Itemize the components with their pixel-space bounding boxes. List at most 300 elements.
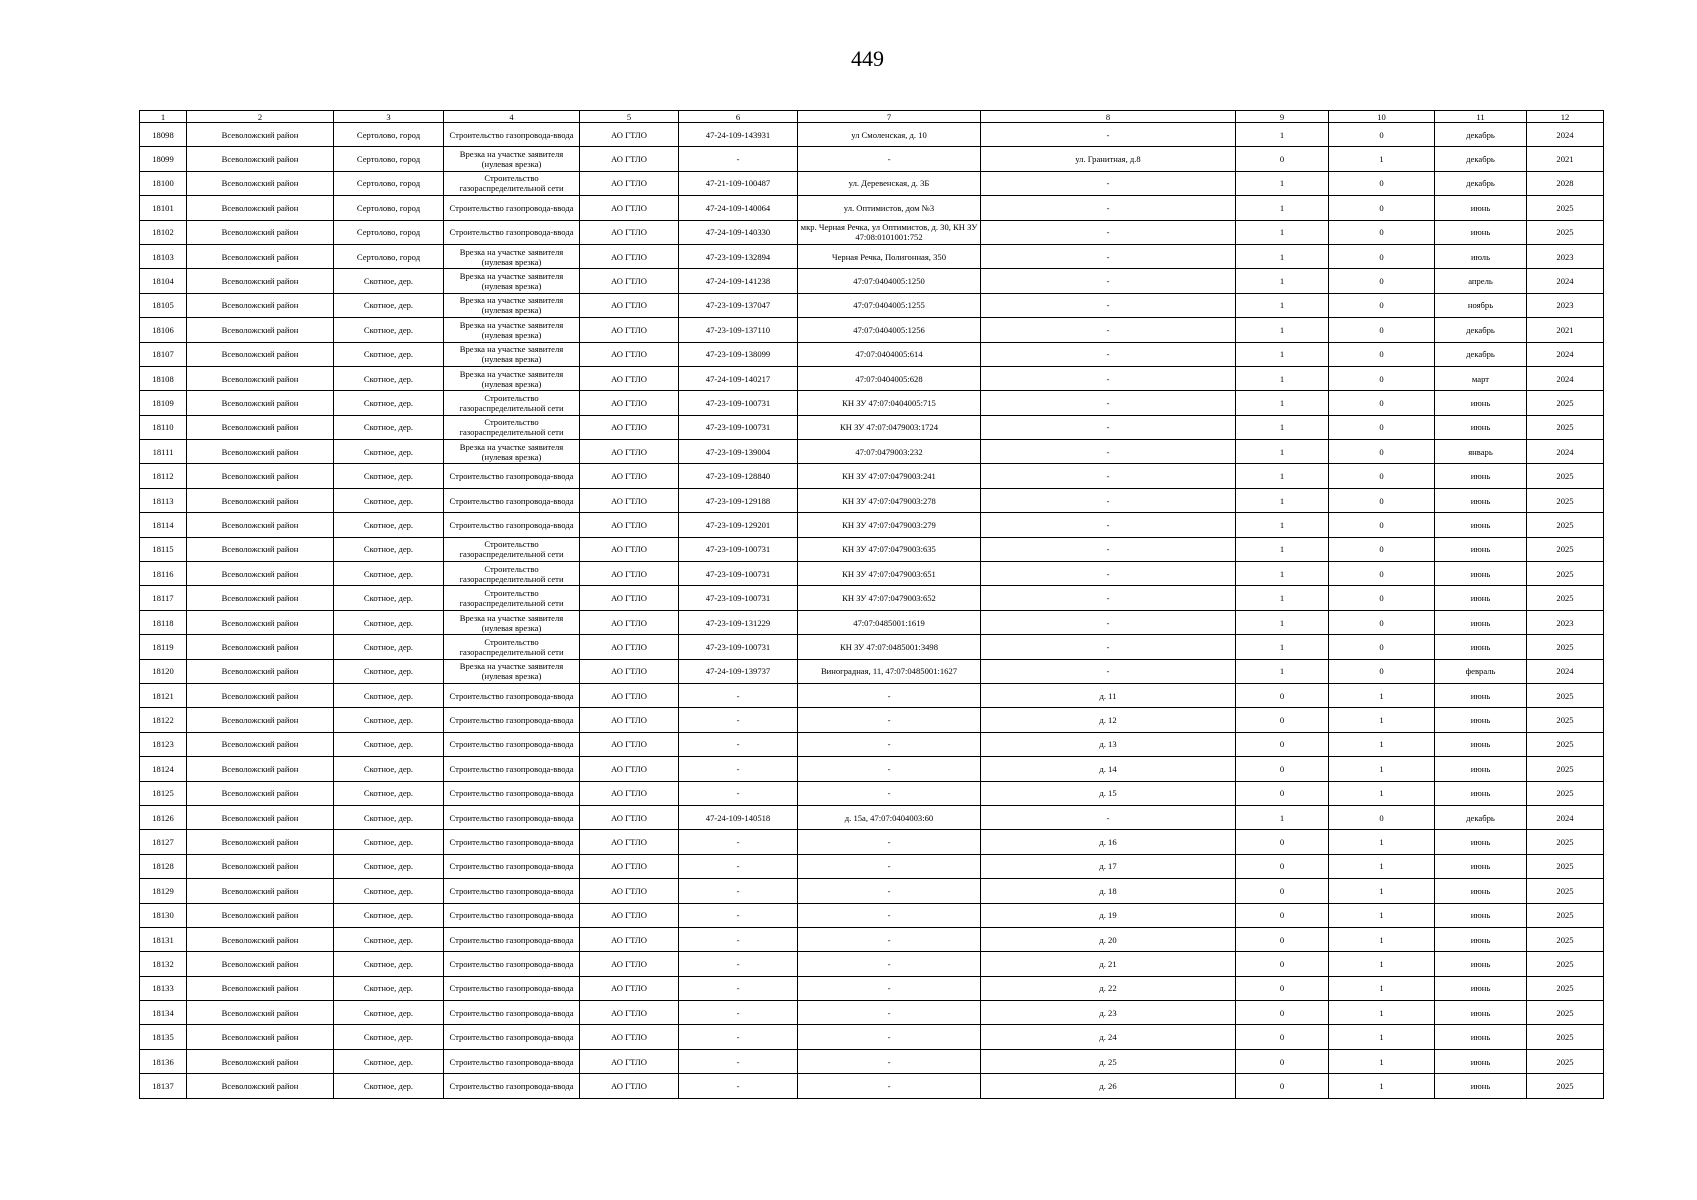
- table-row: [140, 488, 1604, 512]
- address-cell: -: [798, 976, 981, 1000]
- count-a-cell: 0: [1236, 854, 1329, 878]
- record-number-cell: 18102: [140, 220, 187, 244]
- work-type-cell: Врезка на участке заявителя (нулевая врезка): [444, 659, 580, 683]
- work-type-cell: Строительство газопровода-ввода: [444, 220, 580, 244]
- table-row: [140, 269, 1604, 293]
- record-number-cell: 18114: [140, 513, 187, 537]
- column-number-header: 4: [444, 111, 580, 123]
- month-cell: июнь: [1435, 976, 1527, 1000]
- record-number-cell: 18132: [140, 952, 187, 976]
- house-cell: -: [981, 391, 1236, 415]
- application-number-cell: 47-23-109-100731: [679, 586, 798, 610]
- count-a-cell: 1: [1236, 537, 1329, 561]
- count-a-cell: 1: [1236, 635, 1329, 659]
- organization-cell: АО ГТЛО: [580, 220, 679, 244]
- organization-cell: АО ГТЛО: [580, 440, 679, 464]
- count-a-cell: 0: [1236, 781, 1329, 805]
- application-number-cell: 47-24-109-141238: [679, 269, 798, 293]
- organization-cell: АО ГТЛО: [580, 927, 679, 951]
- house-cell: д. 18: [981, 879, 1236, 903]
- address-cell: ул Смоленская, д. 10: [798, 123, 981, 147]
- record-number-cell: 18128: [140, 854, 187, 878]
- locality-cell: Скотное, дер.: [334, 659, 444, 683]
- work-type-cell: Врезка на участке заявителя (нулевая врезка): [444, 269, 580, 293]
- table-row: [140, 732, 1604, 756]
- table-row: [140, 366, 1604, 390]
- application-number-cell: 47-24-109-143931: [679, 123, 798, 147]
- organization-cell: АО ГТЛО: [580, 1049, 679, 1073]
- count-b-cell: 0: [1329, 366, 1435, 390]
- application-number-cell: 47-23-109-131229: [679, 610, 798, 634]
- application-number-cell: -: [679, 976, 798, 1000]
- count-b-cell: 0: [1329, 610, 1435, 634]
- count-b-cell: 1: [1329, 708, 1435, 732]
- table-row: [140, 562, 1604, 586]
- month-cell: июнь: [1435, 830, 1527, 854]
- house-cell: -: [981, 488, 1236, 512]
- count-a-cell: 0: [1236, 757, 1329, 781]
- year-cell: 2024: [1527, 366, 1604, 390]
- count-a-cell: 1: [1236, 464, 1329, 488]
- work-type-cell: Строительство газораспределительной сети: [444, 171, 580, 195]
- application-number-cell: -: [679, 952, 798, 976]
- column-number-header: 10: [1329, 111, 1435, 123]
- application-number-cell: -: [679, 1074, 798, 1098]
- table-row: [140, 123, 1604, 147]
- application-number-cell: -: [679, 903, 798, 927]
- organization-cell: АО ГТЛО: [580, 854, 679, 878]
- year-cell: 2025: [1527, 1001, 1604, 1025]
- district-cell: Всеволожский район: [187, 732, 334, 756]
- address-cell: КН ЗУ 47:07:0404005:715: [798, 391, 981, 415]
- district-cell: Всеволожский район: [187, 537, 334, 561]
- year-cell: 2025: [1527, 464, 1604, 488]
- column-number-header: 11: [1435, 111, 1527, 123]
- count-b-cell: 1: [1329, 147, 1435, 171]
- application-number-cell: 47-24-109-140217: [679, 366, 798, 390]
- organization-cell: АО ГТЛО: [580, 391, 679, 415]
- record-number-cell: 18129: [140, 879, 187, 903]
- month-cell: июль: [1435, 244, 1527, 268]
- year-cell: 2024: [1527, 342, 1604, 366]
- organization-cell: АО ГТЛО: [580, 732, 679, 756]
- house-cell: -: [981, 342, 1236, 366]
- record-number-cell: 18123: [140, 732, 187, 756]
- application-number-cell: 47-24-109-140330: [679, 220, 798, 244]
- address-cell: -: [798, 879, 981, 903]
- work-type-cell: Строительство газопровода-ввода: [444, 757, 580, 781]
- locality-cell: Сертолово, город: [334, 220, 444, 244]
- month-cell: июнь: [1435, 635, 1527, 659]
- organization-cell: АО ГТЛО: [580, 342, 679, 366]
- record-number-cell: 18116: [140, 562, 187, 586]
- record-number-cell: 18103: [140, 244, 187, 268]
- count-a-cell: 0: [1236, 903, 1329, 927]
- house-cell: -: [981, 318, 1236, 342]
- house-cell: -: [981, 537, 1236, 561]
- organization-cell: АО ГТЛО: [580, 610, 679, 634]
- count-a-cell: 0: [1236, 147, 1329, 171]
- table-row: [140, 757, 1604, 781]
- application-number-cell: -: [679, 732, 798, 756]
- organization-cell: АО ГТЛО: [580, 488, 679, 512]
- table-row: [140, 196, 1604, 220]
- year-cell: 2025: [1527, 781, 1604, 805]
- address-cell: КН ЗУ 47:07:0479003:241: [798, 464, 981, 488]
- house-cell: -: [981, 635, 1236, 659]
- district-cell: Всеволожский район: [187, 757, 334, 781]
- record-number-cell: 18107: [140, 342, 187, 366]
- application-number-cell: 47-23-109-100731: [679, 415, 798, 439]
- record-number-cell: 18120: [140, 659, 187, 683]
- locality-cell: Скотное, дер.: [334, 342, 444, 366]
- table-row: [140, 854, 1604, 878]
- month-cell: декабрь: [1435, 318, 1527, 342]
- count-b-cell: 1: [1329, 1025, 1435, 1049]
- district-cell: Всеволожский район: [187, 391, 334, 415]
- month-cell: июнь: [1435, 732, 1527, 756]
- count-b-cell: 0: [1329, 171, 1435, 195]
- application-number-cell: -: [679, 927, 798, 951]
- address-cell: -: [798, 1074, 981, 1098]
- address-cell: 47:07:0404005:1256: [798, 318, 981, 342]
- organization-cell: АО ГТЛО: [580, 513, 679, 537]
- application-number-cell: -: [679, 757, 798, 781]
- house-cell: -: [981, 269, 1236, 293]
- year-cell: 2025: [1527, 220, 1604, 244]
- year-cell: 2025: [1527, 1049, 1604, 1073]
- district-cell: Всеволожский район: [187, 635, 334, 659]
- record-number-cell: 18130: [140, 903, 187, 927]
- month-cell: февраль: [1435, 659, 1527, 683]
- count-a-cell: 1: [1236, 318, 1329, 342]
- year-cell: 2025: [1527, 952, 1604, 976]
- count-a-cell: 1: [1236, 196, 1329, 220]
- locality-cell: Скотное, дер.: [334, 488, 444, 512]
- application-number-cell: 47-23-109-137110: [679, 318, 798, 342]
- count-a-cell: 0: [1236, 927, 1329, 951]
- locality-cell: Сертолово, город: [334, 147, 444, 171]
- year-cell: 2025: [1527, 854, 1604, 878]
- month-cell: июнь: [1435, 854, 1527, 878]
- record-number-cell: 18124: [140, 757, 187, 781]
- year-cell: 2025: [1527, 732, 1604, 756]
- record-number-cell: 18131: [140, 927, 187, 951]
- table-row: [140, 805, 1604, 829]
- count-b-cell: 0: [1329, 318, 1435, 342]
- table-row: [140, 1025, 1604, 1049]
- district-cell: Всеволожский район: [187, 366, 334, 390]
- house-cell: д. 11: [981, 683, 1236, 707]
- work-type-cell: Строительство газопровода-ввода: [444, 1049, 580, 1073]
- house-cell: д. 22: [981, 976, 1236, 1000]
- work-type-cell: Строительство газопровода-ввода: [444, 1025, 580, 1049]
- work-type-cell: Строительство газораспределительной сети: [444, 586, 580, 610]
- work-type-cell: Строительство газораспределительной сети: [444, 391, 580, 415]
- work-type-cell: Строительство газопровода-ввода: [444, 708, 580, 732]
- month-cell: январь: [1435, 440, 1527, 464]
- month-cell: июнь: [1435, 488, 1527, 512]
- month-cell: июнь: [1435, 586, 1527, 610]
- month-cell: июнь: [1435, 537, 1527, 561]
- count-a-cell: 1: [1236, 488, 1329, 512]
- year-cell: 2025: [1527, 513, 1604, 537]
- year-cell: 2025: [1527, 1074, 1604, 1098]
- count-a-cell: 1: [1236, 415, 1329, 439]
- year-cell: 2024: [1527, 659, 1604, 683]
- count-b-cell: 1: [1329, 952, 1435, 976]
- application-number-cell: 47-23-109-137047: [679, 293, 798, 317]
- table-row: [140, 513, 1604, 537]
- work-type-cell: Строительство газопровода-ввода: [444, 683, 580, 707]
- address-cell: -: [798, 708, 981, 732]
- application-number-cell: 47-23-109-128840: [679, 464, 798, 488]
- organization-cell: АО ГТЛО: [580, 952, 679, 976]
- house-cell: -: [981, 659, 1236, 683]
- record-number-cell: 18119: [140, 635, 187, 659]
- district-cell: Всеволожский район: [187, 244, 334, 268]
- month-cell: июнь: [1435, 610, 1527, 634]
- work-type-cell: Врезка на участке заявителя (нулевая врезка): [444, 293, 580, 317]
- column-number-header: 6: [679, 111, 798, 123]
- address-cell: -: [798, 1049, 981, 1073]
- locality-cell: Скотное, дер.: [334, 1025, 444, 1049]
- count-b-cell: 0: [1329, 269, 1435, 293]
- district-cell: Всеволожский район: [187, 879, 334, 903]
- count-a-cell: 1: [1236, 440, 1329, 464]
- house-cell: -: [981, 586, 1236, 610]
- count-b-cell: 0: [1329, 464, 1435, 488]
- district-cell: Всеволожский район: [187, 415, 334, 439]
- organization-cell: АО ГТЛО: [580, 318, 679, 342]
- month-cell: декабрь: [1435, 123, 1527, 147]
- month-cell: декабрь: [1435, 147, 1527, 171]
- house-cell: д. 19: [981, 903, 1236, 927]
- organization-cell: АО ГТЛО: [580, 1001, 679, 1025]
- year-cell: 2021: [1527, 147, 1604, 171]
- application-number-cell: -: [679, 1025, 798, 1049]
- column-number-header: 7: [798, 111, 981, 123]
- district-cell: Всеволожский район: [187, 318, 334, 342]
- organization-cell: АО ГТЛО: [580, 269, 679, 293]
- house-cell: -: [981, 123, 1236, 147]
- locality-cell: Сертолово, город: [334, 196, 444, 220]
- count-a-cell: 1: [1236, 171, 1329, 195]
- table-row: [140, 415, 1604, 439]
- locality-cell: Скотное, дер.: [334, 757, 444, 781]
- district-cell: Всеволожский район: [187, 830, 334, 854]
- district-cell: Всеволожский район: [187, 976, 334, 1000]
- work-type-cell: Строительство газопровода-ввода: [444, 196, 580, 220]
- table-row: [140, 171, 1604, 195]
- district-cell: Всеволожский район: [187, 488, 334, 512]
- month-cell: июнь: [1435, 562, 1527, 586]
- count-a-cell: 1: [1236, 123, 1329, 147]
- house-cell: -: [981, 171, 1236, 195]
- table-row: [140, 147, 1604, 171]
- count-b-cell: 0: [1329, 537, 1435, 561]
- locality-cell: Скотное, дер.: [334, 562, 444, 586]
- application-number-cell: 47-23-109-100731: [679, 391, 798, 415]
- year-cell: 2025: [1527, 976, 1604, 1000]
- house-cell: д. 21: [981, 952, 1236, 976]
- month-cell: июнь: [1435, 1074, 1527, 1098]
- count-b-cell: 1: [1329, 781, 1435, 805]
- month-cell: ноябрь: [1435, 293, 1527, 317]
- count-a-cell: 1: [1236, 342, 1329, 366]
- address-cell: КН ЗУ 47:07:0479003:635: [798, 537, 981, 561]
- organization-cell: АО ГТЛО: [580, 708, 679, 732]
- page-number: 449: [851, 46, 884, 71]
- column-number-header: 5: [580, 111, 679, 123]
- column-number-header: 9: [1236, 111, 1329, 123]
- table-body: [140, 123, 1604, 1099]
- application-number-cell: 47-23-109-129201: [679, 513, 798, 537]
- record-number-cell: 18111: [140, 440, 187, 464]
- record-number-cell: 18109: [140, 391, 187, 415]
- address-cell: 47:07:0479003:232: [798, 440, 981, 464]
- address-cell: КН ЗУ 47:07:0479003:278: [798, 488, 981, 512]
- year-cell: 2023: [1527, 244, 1604, 268]
- year-cell: 2025: [1527, 1025, 1604, 1049]
- organization-cell: АО ГТЛО: [580, 244, 679, 268]
- organization-cell: АО ГТЛО: [580, 781, 679, 805]
- column-number-header: 3: [334, 111, 444, 123]
- record-number-cell: 18115: [140, 537, 187, 561]
- count-b-cell: 0: [1329, 293, 1435, 317]
- locality-cell: Скотное, дер.: [334, 391, 444, 415]
- application-number-cell: 47-23-109-100731: [679, 537, 798, 561]
- application-number-cell: -: [679, 879, 798, 903]
- address-cell: КН ЗУ 47:07:0479003:1724: [798, 415, 981, 439]
- table-row: [140, 830, 1604, 854]
- locality-cell: Скотное, дер.: [334, 513, 444, 537]
- record-number-cell: 18101: [140, 196, 187, 220]
- count-b-cell: 0: [1329, 659, 1435, 683]
- count-a-cell: 1: [1236, 562, 1329, 586]
- organization-cell: АО ГТЛО: [580, 903, 679, 927]
- count-b-cell: 0: [1329, 415, 1435, 439]
- address-cell: Виноградная, 11, 47:07:0485001:1627: [798, 659, 981, 683]
- district-cell: Всеволожский район: [187, 562, 334, 586]
- locality-cell: Скотное, дер.: [334, 781, 444, 805]
- record-number-cell: 18127: [140, 830, 187, 854]
- house-cell: д. 25: [981, 1049, 1236, 1073]
- count-a-cell: 0: [1236, 1001, 1329, 1025]
- locality-cell: Скотное, дер.: [334, 1074, 444, 1098]
- organization-cell: АО ГТЛО: [580, 464, 679, 488]
- count-a-cell: 1: [1236, 269, 1329, 293]
- record-number-cell: 18110: [140, 415, 187, 439]
- year-cell: 2025: [1527, 927, 1604, 951]
- count-a-cell: 1: [1236, 513, 1329, 537]
- table-row: [140, 610, 1604, 634]
- record-number-cell: 18126: [140, 805, 187, 829]
- count-b-cell: 0: [1329, 440, 1435, 464]
- organization-cell: АО ГТЛО: [580, 830, 679, 854]
- year-cell: 2025: [1527, 488, 1604, 512]
- locality-cell: Скотное, дер.: [334, 366, 444, 390]
- month-cell: июнь: [1435, 683, 1527, 707]
- year-cell: 2024: [1527, 805, 1604, 829]
- month-cell: июнь: [1435, 1001, 1527, 1025]
- work-type-cell: Врезка на участке заявителя (нулевая врезка): [444, 342, 580, 366]
- house-cell: д. 13: [981, 732, 1236, 756]
- application-number-cell: 47-23-109-132894: [679, 244, 798, 268]
- application-number-cell: -: [679, 683, 798, 707]
- work-type-cell: Строительство газопровода-ввода: [444, 1001, 580, 1025]
- address-cell: -: [798, 732, 981, 756]
- address-cell: -: [798, 781, 981, 805]
- table-row: [140, 879, 1604, 903]
- table-row: [140, 708, 1604, 732]
- application-number-cell: -: [679, 147, 798, 171]
- district-cell: Всеволожский район: [187, 464, 334, 488]
- work-type-cell: Строительство газопровода-ввода: [444, 464, 580, 488]
- locality-cell: Скотное, дер.: [334, 269, 444, 293]
- year-cell: 2025: [1527, 196, 1604, 220]
- house-cell: -: [981, 244, 1236, 268]
- district-cell: Всеволожский район: [187, 123, 334, 147]
- house-cell: -: [981, 415, 1236, 439]
- work-type-cell: Строительство газораспределительной сети: [444, 415, 580, 439]
- locality-cell: Скотное, дер.: [334, 683, 444, 707]
- table-row: [140, 976, 1604, 1000]
- district-cell: Всеволожский район: [187, 171, 334, 195]
- month-cell: июнь: [1435, 903, 1527, 927]
- locality-cell: Скотное, дер.: [334, 610, 444, 634]
- locality-cell: Скотное, дер.: [334, 293, 444, 317]
- district-cell: Всеволожский район: [187, 220, 334, 244]
- address-cell: КН ЗУ 47:07:0479003:651: [798, 562, 981, 586]
- locality-cell: Скотное, дер.: [334, 879, 444, 903]
- year-cell: 2025: [1527, 562, 1604, 586]
- count-b-cell: 1: [1329, 757, 1435, 781]
- house-cell: д. 12: [981, 708, 1236, 732]
- count-b-cell: 1: [1329, 879, 1435, 903]
- year-cell: 2024: [1527, 269, 1604, 293]
- column-number-row: [140, 111, 1604, 123]
- house-cell: -: [981, 805, 1236, 829]
- locality-cell: Скотное, дер.: [334, 952, 444, 976]
- organization-cell: АО ГТЛО: [580, 635, 679, 659]
- organization-cell: АО ГТЛО: [580, 147, 679, 171]
- organization-cell: АО ГТЛО: [580, 366, 679, 390]
- district-cell: Всеволожский район: [187, 342, 334, 366]
- work-type-cell: Строительство газопровода-ввода: [444, 488, 580, 512]
- count-b-cell: 0: [1329, 805, 1435, 829]
- locality-cell: Скотное, дер.: [334, 732, 444, 756]
- table-row: [140, 659, 1604, 683]
- work-type-cell: Строительство газораспределительной сети: [444, 537, 580, 561]
- count-b-cell: 0: [1329, 220, 1435, 244]
- work-type-cell: Строительство газораспределительной сети: [444, 635, 580, 659]
- record-number-cell: 18121: [140, 683, 187, 707]
- count-b-cell: 1: [1329, 903, 1435, 927]
- locality-cell: Скотное, дер.: [334, 586, 444, 610]
- organization-cell: АО ГТЛО: [580, 415, 679, 439]
- month-cell: декабрь: [1435, 171, 1527, 195]
- count-b-cell: 1: [1329, 1001, 1435, 1025]
- address-cell: д. 15а, 47:07:0404003:60: [798, 805, 981, 829]
- locality-cell: Скотное, дер.: [334, 903, 444, 927]
- application-number-cell: -: [679, 781, 798, 805]
- locality-cell: Скотное, дер.: [334, 854, 444, 878]
- year-cell: 2025: [1527, 757, 1604, 781]
- work-type-cell: Строительство газопровода-ввода: [444, 805, 580, 829]
- month-cell: апрель: [1435, 269, 1527, 293]
- locality-cell: Скотное, дер.: [334, 927, 444, 951]
